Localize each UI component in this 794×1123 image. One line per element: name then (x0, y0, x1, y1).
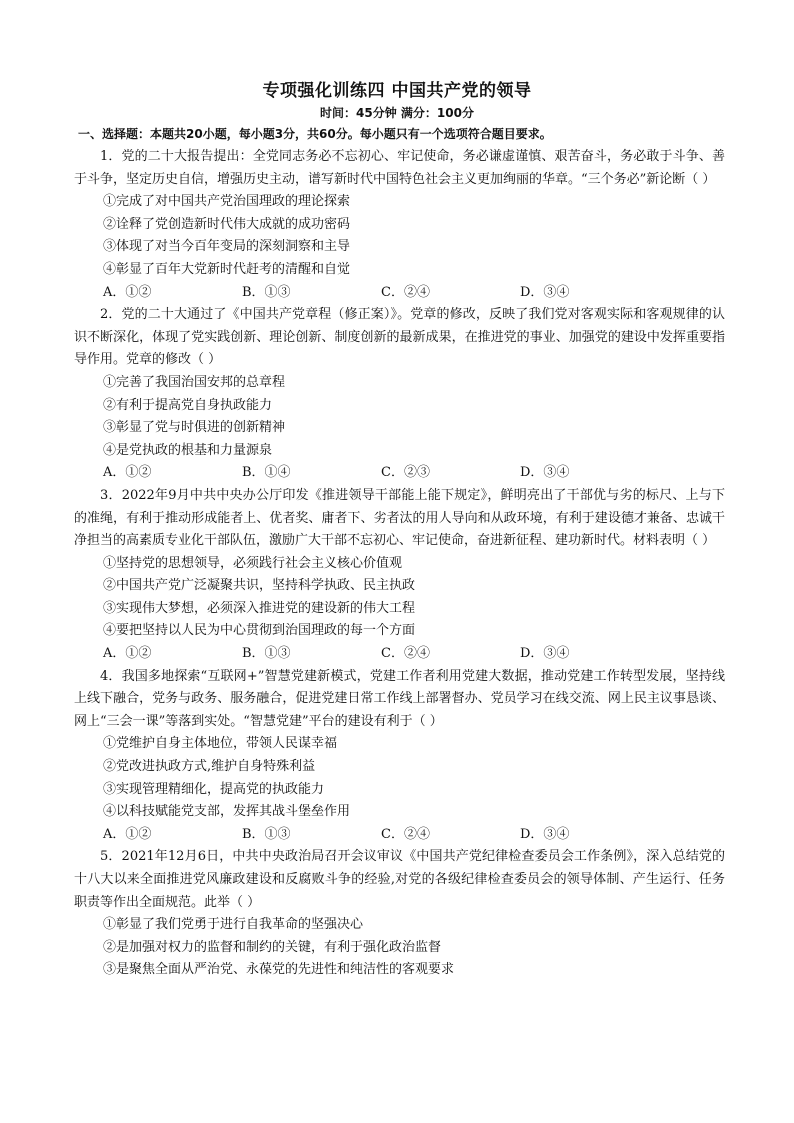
answer-choices (100, 462, 725, 485)
statement-option: ②中国共产党广泛凝聚共识，坚持科学执政、民主执政 (103, 578, 416, 594)
statement-option: ④彰显了百年大党新时代赶考的清醒和自觉 (103, 261, 351, 277)
section-heading: 一、选择题：本题共20小题，每小题3分，共60分。每小题只有一个选项符合题目要求。 (78, 127, 552, 141)
question-1 (74, 146, 725, 304)
question-stem: 3．2022年9月中共中央办公厅印发《推进领导干部能上能下规定》，鲜明亮出了干部优与劣的标尺、上与下的准绳，有利于推动形成能者上、优者奖、庸者下、劣者汰的用人导向和从政环境，有利于建设德才兼备、忠诚干净担当的高素质专业化干部队伍，激励广大干部不忘初心、牢记使命，奋进新征程、建功新时代。材料表明（ ） (74, 487, 725, 549)
choice-a: A．①② (103, 284, 152, 300)
statement-option: ④是党执政的根基和力量源泉 (103, 442, 273, 458)
statement-option: ①完成了对中国共产党治国理政的理论探索 (103, 194, 351, 210)
statement-option: ③实现伟大梦想，必须深入推进党的建设新的伟大工程 (103, 600, 416, 616)
choice-c: C．②④ (381, 646, 430, 662)
choice-d: D．③④ (520, 284, 570, 300)
answer-choices (100, 824, 725, 847)
statement-option: ④要把坚持以人民为中心贯彻到治国理政的每一个方面 (103, 623, 416, 639)
statement-option: ②有利于提高党自身执政能力 (103, 397, 273, 413)
statement-option: ①党维护自身主体地位，带领人民谋幸福 (103, 736, 338, 752)
question-5 (74, 846, 725, 982)
statement-option: ①彰显了我们党勇于进行自我革命的坚强决心 (103, 917, 364, 933)
statement-option: ①完善了我国治国安邦的总章程 (103, 374, 286, 390)
statement-option: ②诠释了党创造新时代伟大成就的成功密码 (103, 216, 351, 232)
choice-b: B．①③ (242, 646, 291, 662)
statement-option: ②是加强对权力的监督和制约的关键，有利于强化政治监督 (103, 939, 442, 955)
statement-option: ③体现了对当今百年变局的深刻洞察和主导 (103, 239, 351, 255)
answer-choices (100, 282, 725, 305)
answer-choices (100, 643, 725, 666)
choice-b: B．①③ (242, 284, 291, 300)
question-2 (74, 304, 725, 485)
statement-option: ①坚持党的思想领导，必须践行社会主义核心价值观 (103, 555, 403, 571)
choice-c: C．②③ (381, 465, 430, 481)
question-list (74, 146, 725, 982)
question-3 (74, 485, 725, 666)
statement-option: ③实现管理精细化，提高党的执政能力 (103, 781, 325, 797)
statement-option: ③是聚焦全面从严治党、永葆党的先进性和纯洁性的客观要求 (103, 962, 455, 978)
question-4 (74, 666, 725, 847)
question-stem: 5．2021年12月6日，中共中央政治局召开会议审议《中国共产党纪律检查委员会工作条例》，深入总结党的十八大以来全面推进党风廉政建设和反腐败斗争的经验,对党的各级纪律检查委员会的领导体制、产生运行、任务职责等作出全面规范。此举（ ） (74, 849, 725, 910)
choice-d: D．③④ (520, 465, 570, 481)
choice-d: D．③④ (520, 826, 570, 842)
statement-option: ④以科技赋能党支部，发挥其战斗堡垒作用 (103, 804, 351, 820)
choice-a: A．①② (103, 465, 152, 481)
question-stem: 2．党的二十大通过了《中国共产党章程（修正案）》。党章的修改，反映了我们党对客观实际和客观规律的认识不断深化，体现了党实践创新、理论创新、制度创新的最新成果，在推进党的事业、加强党的建设中发挥重要指导作用。党章的修改（ ） (74, 307, 725, 368)
question-stem: 4．我国多地探索“互联网+”智慧党建新模式，党建工作者利用党建大数据，推动党建工作转型发展，坚持线上线下融合，党务与政务、服务融合，促进党建日常工作线上部署督办、党员学习在线交流、网上民主议事恳谈、网上“三会一课”等落到实处。“智慧党建”平台的建设有利于（ ） (74, 668, 725, 729)
choice-b: B．①④ (242, 465, 291, 481)
choice-d: D．③④ (520, 646, 570, 662)
exam-info: 时间：45分钟 满分：100分 (320, 106, 474, 120)
choice-b: B．①③ (242, 826, 291, 842)
question-stem: 1．党的二十大报告提出：全党同志务必不忘初心、牢记使命，务必谦虚谨慎、艰苦奋斗，务必敢于斗争、善于斗争，坚定历史自信，增强历史主动，谱写新时代中国特色社会主义更加绚丽的华章。“三个务必”新论断（ ） (74, 149, 725, 187)
choice-c: C．②④ (381, 826, 430, 842)
page-title: 专项强化训练四 中国共产党的领导 (262, 81, 532, 101)
choice-a: A．①② (103, 826, 152, 842)
statement-option: ②党改进执政方式,维护自身特殊利益 (103, 759, 316, 775)
statement-option: ③彰显了党与时俱进的创新精神 (103, 420, 286, 436)
choice-c: C．②④ (381, 284, 430, 300)
choice-a: A．①② (103, 646, 152, 662)
